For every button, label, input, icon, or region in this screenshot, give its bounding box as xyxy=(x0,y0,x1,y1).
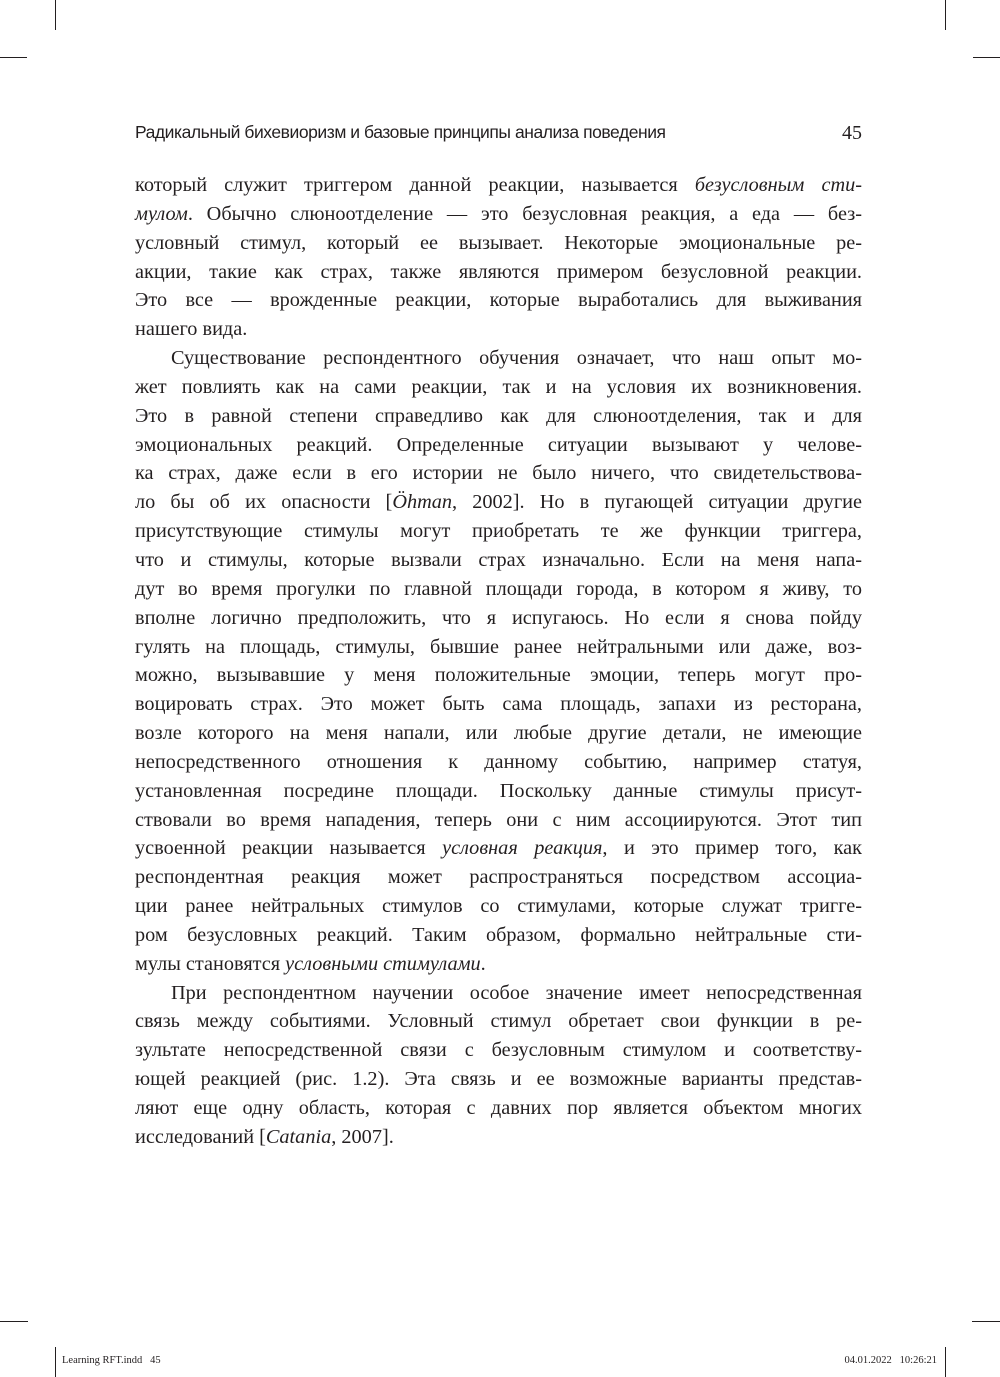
text-line xyxy=(135,950,862,979)
text-segment: ка страх, даже если в его истории не было ничего, что свидетельствова- xyxy=(135,462,862,485)
text-segment: ляют еще одну область, которая с давних пор является объектом многих xyxy=(135,1097,862,1119)
italic-text: условными стимулами xyxy=(285,952,481,975)
text-segment: эмоциональных реакций. Определенные ситуации вызывают у челове- xyxy=(135,433,862,456)
italic-text: условная реакция xyxy=(442,837,603,860)
text-segment: можно, вызывавшие у меня положительные эмоции, теперь могут про- xyxy=(135,664,862,687)
italic-text: безусловным сти- xyxy=(694,174,862,196)
italic-text: Öhman xyxy=(392,491,453,514)
running-header-title: Радикальный бихевиоризм и базовые принципы анализа поведения xyxy=(135,122,666,142)
text-line xyxy=(135,1065,862,1094)
text-segment: нашего вида. xyxy=(135,318,248,341)
text-segment: мулы становятся xyxy=(135,952,286,975)
text-segment: ствовали во время нападения, теперь они с ним ассоциируются. Этот тип xyxy=(135,808,862,831)
text-line xyxy=(135,921,862,950)
body-text xyxy=(135,171,862,1152)
text-segment: гулять на площадь, стимулы, бывшие ранее нейтральными или даже, воз- xyxy=(135,635,862,658)
paragraph xyxy=(135,979,862,1152)
text-segment: усвоенной реакции называется xyxy=(135,837,443,860)
text-line xyxy=(135,1007,862,1036)
text-line xyxy=(135,575,862,604)
text-segment: ром безусловных реакций. Таким образом, формально нейтральные сти- xyxy=(135,923,862,946)
text-line xyxy=(135,633,862,662)
text-segment: возле которого на меня напали, или любые другие детали, не имеющие xyxy=(135,722,862,745)
footer-timestamp: 04.01.2022 10:26:21 xyxy=(844,1355,937,1366)
italic-text: мулом xyxy=(135,202,188,225)
text-line xyxy=(135,229,862,258)
text-segment: исследований [ xyxy=(135,1125,266,1148)
text-line xyxy=(135,834,862,863)
text-line xyxy=(135,892,862,921)
running-header xyxy=(135,122,862,148)
text-line xyxy=(135,979,862,1008)
text-line xyxy=(135,171,862,200)
crop-mark xyxy=(972,1321,1000,1322)
text-line xyxy=(135,661,862,690)
text-segment: , и это пример того, как xyxy=(602,837,863,860)
text-line xyxy=(135,546,862,575)
text-segment: дут во время прогулки по главной площади города, в котором я живу, то xyxy=(135,577,862,600)
text-line xyxy=(135,373,862,402)
text-segment: зультате непосредственной связи с безусловным стимулом и соответству- xyxy=(135,1039,862,1062)
text-segment: . Обычно слюноотделение — это безусловная реакция, а еда — без- xyxy=(187,202,862,225)
text-line xyxy=(135,488,862,517)
text-segment: присутствующие стимулы могут приобретать те же функции триггера, xyxy=(135,520,862,543)
text-line xyxy=(135,517,862,546)
text-line xyxy=(135,748,862,777)
crop-mark xyxy=(945,0,946,30)
text-segment: ло бы об их опасности [ xyxy=(135,491,393,514)
text-line xyxy=(135,459,862,488)
text-segment: ющей реакцией (рис. 1.2). Эта связь и ее возможные варианты представ- xyxy=(135,1068,862,1091)
text-segment: условный стимул, который ее вызывает. Некоторые эмоциональные ре- xyxy=(135,231,862,254)
text-segment: При респондентном научении особое значение имеет непосредственная xyxy=(171,981,862,1004)
text-segment: установленная посредине площади. Поскольку данные стимулы присут- xyxy=(135,779,862,802)
text-segment: , 2002]. Но в пугающей ситуации другие xyxy=(452,491,862,514)
text-line xyxy=(135,1094,862,1123)
paragraph xyxy=(135,171,862,344)
text-segment: акции, такие как страх, также являются примером безусловной реакции. xyxy=(135,260,862,283)
text-line xyxy=(135,1123,862,1152)
text-line xyxy=(135,286,862,315)
crop-mark xyxy=(55,0,56,30)
text-segment: Существование респондентного обучения означает, что наш опыт мо- xyxy=(171,347,862,370)
crop-mark xyxy=(945,1347,946,1377)
text-segment: связь между событиями. Условный стимул обретает свои функции в ре- xyxy=(135,1010,862,1033)
italic-text: Catania xyxy=(265,1125,332,1148)
text-line xyxy=(135,315,862,344)
text-line xyxy=(135,863,862,892)
text-line xyxy=(135,604,862,633)
crop-mark xyxy=(0,1321,28,1322)
paragraph xyxy=(135,344,862,979)
text-line xyxy=(135,200,862,229)
text-segment: респондентная реакция может распространяться посредством ассоциа- xyxy=(135,866,862,889)
text-line xyxy=(135,1036,862,1065)
footer-file-name: Learning RFT.indd 45 xyxy=(62,1355,161,1366)
text-line xyxy=(135,431,862,460)
text-segment: , 2007]. xyxy=(331,1125,394,1148)
text-line xyxy=(135,402,862,431)
text-segment: жет повлиять как на сами реакции, так и на условия их возникновения. xyxy=(135,375,862,398)
text-segment: ции ранее нейтральных стимулов со стимулами, которые служат тригге- xyxy=(135,895,862,918)
text-line xyxy=(135,806,862,835)
crop-mark xyxy=(0,57,27,58)
text-line xyxy=(135,344,862,373)
text-line xyxy=(135,719,862,748)
text-segment: воцировать страх. Это может быть сама площадь, запахи из ресторана, xyxy=(135,693,862,716)
text-segment: Это в равной степени справедливо как для слюноотделения, так и для xyxy=(135,404,862,427)
crop-mark xyxy=(973,57,1000,58)
text-segment: что и стимулы, которые вызвали страх изначально. Если на меня напа- xyxy=(135,548,862,571)
text-segment: Это все — врожденные реакции, которые выработались для выживания xyxy=(135,289,862,312)
crop-mark xyxy=(55,1347,56,1377)
text-line xyxy=(135,777,862,806)
page-number: 45 xyxy=(842,122,862,144)
text-segment: который служит триггером данной реакции, называется xyxy=(135,174,695,196)
text-segment: вполне логично предположить, что я испугаюсь. Но если я снова пойду xyxy=(135,606,862,629)
text-line xyxy=(135,690,862,719)
text-segment: непосредственного отношения к данному событию, например статуя, xyxy=(135,750,862,773)
text-line xyxy=(135,258,862,287)
text-segment: . xyxy=(480,952,486,975)
